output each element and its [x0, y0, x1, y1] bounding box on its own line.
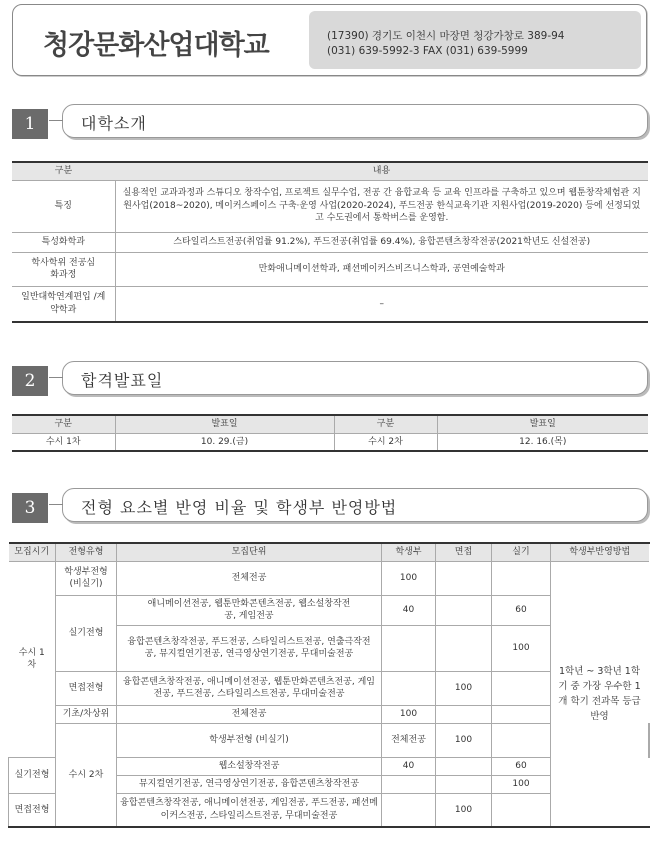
contact-box [309, 11, 641, 69]
section-number: 3 [12, 493, 48, 523]
interview-cell [436, 595, 492, 625]
practical-cell [492, 561, 551, 595]
table-row [12, 232, 648, 252]
column-header: 전형유형 [56, 543, 117, 561]
type-cell: 실기전형 [9, 757, 56, 793]
column-header: 면접 [436, 543, 492, 561]
section-title: 전형 요소별 반영 비율 및 학생부 반영방법 [81, 498, 398, 517]
cell: 12. 16.(목) [437, 433, 648, 451]
row-content: 스타일리스트전공(취업률 91.2%), 푸드전공(취업률 69.4%), 융합콘텐츠창작전공(2021학년도 신설전공) [115, 232, 648, 252]
section-title-bar [62, 488, 648, 522]
method-cell: 1학년 ~ 3학년 1학기 중 가장 우수한 1개 학기 전과목 등급 반영 [551, 561, 649, 827]
row-label: 일반대학연계편입 /계약학과 [12, 286, 115, 322]
unit-cell: 전체전공 [117, 561, 382, 595]
column-header: 학생부반영방법 [551, 543, 649, 561]
interview-cell: 100 [436, 671, 492, 705]
period-cell: 수시 1차 [9, 561, 56, 757]
record-cell: 100 [382, 561, 436, 595]
column-header: 실기 [492, 543, 551, 561]
record-cell: 40 [382, 595, 436, 625]
period-cell: 수시 2차 [56, 723, 117, 827]
table-row [12, 286, 648, 322]
type-cell: 실기전형 [56, 595, 117, 671]
column-header: 학생부 [382, 543, 436, 561]
section-number: 1 [12, 109, 48, 139]
cell: 수시 1차 [12, 433, 115, 451]
row-content: 만화애니메이션학과, 패션메이커스비즈니스학과, 공연예술학과 [115, 252, 648, 286]
university-name: 청강문화산업대학교 [43, 30, 269, 61]
section-heading [12, 104, 648, 140]
section-number: 2 [12, 366, 48, 396]
record-cell [382, 671, 436, 705]
section-heading [12, 361, 648, 397]
interview-cell [436, 625, 492, 671]
unit-cell: 융합콘텐츠창작전공, 푸드전공, 스타일리스트전공, 연출극작전공, 뮤지컬연기전공, 연극영상연기전공, 무대미술전공 [117, 625, 382, 671]
practical-cell [649, 723, 650, 757]
row-label: 특성화학과 [12, 232, 115, 252]
column-header: 발표일 [115, 415, 334, 433]
section-title-bar [62, 361, 648, 395]
interview-cell: 100 [436, 793, 492, 827]
interview-cell [436, 705, 492, 723]
university-header [12, 4, 647, 76]
type-cell: 학생부전형 (비실기) [56, 561, 117, 595]
type-cell: 학생부전형 (비실기) [117, 723, 382, 757]
unit-cell: 전체전공 [382, 723, 436, 757]
record-cell [382, 775, 436, 793]
phone-text: (031) 639-5992-3 FAX (031) 639-5999 [327, 45, 528, 57]
row-label: 특징 [12, 180, 115, 232]
interview-cell [436, 757, 492, 775]
practical-cell: 60 [492, 757, 551, 775]
record-cell: 40 [382, 757, 436, 775]
unit-cell: 웹소설창작전공 [117, 757, 382, 775]
record-cell [382, 625, 436, 671]
section-title-bar [62, 104, 648, 138]
table-row [12, 433, 648, 451]
cell: 10. 29.(금) [115, 433, 334, 451]
column-header: 구분 [334, 415, 437, 433]
practical-cell [492, 705, 551, 723]
column-header: 모집단위 [117, 543, 382, 561]
table-row [12, 252, 648, 286]
record-cell [382, 793, 436, 827]
type-cell: 기초/차상위 [56, 705, 117, 723]
table-row [12, 180, 648, 232]
row-content: – [115, 286, 648, 322]
ratio-table [8, 542, 650, 828]
practical-cell: 60 [492, 595, 551, 625]
column-header: 발표일 [437, 415, 648, 433]
intro-table [12, 161, 648, 323]
unit-cell: 애니메이션전공, 웹툰만화콘텐츠전공, 웹소설창작전공, 게임전공 [117, 595, 382, 625]
interview-cell [436, 561, 492, 595]
unit-cell: 전체전공 [117, 705, 382, 723]
section-title: 합격발표일 [81, 371, 164, 390]
record-cell: 100 [382, 705, 436, 723]
column-header: 구분 [12, 162, 115, 180]
record-cell: 100 [436, 723, 492, 757]
table-row [9, 561, 650, 595]
interview-cell [492, 723, 551, 757]
practical-cell [492, 671, 551, 705]
announce-table [12, 414, 648, 452]
section-heading [12, 488, 648, 524]
unit-cell: 융합콘텐츠창작전공, 애니메이션전공, 웹툰만화콘텐츠전공, 게임전공, 푸드전공, 스타일리스트전공, 무대미술전공 [117, 671, 382, 705]
practical-cell: 100 [492, 625, 551, 671]
column-header: 내용 [115, 162, 648, 180]
unit-cell: 융합콘텐츠창작전공, 애니메이션전공, 게임전공, 푸드전공, 패션메이커스전공, 스타일리스트전공, 무대미술전공 [117, 793, 382, 827]
row-content: 실용적인 교과과정과 스튜디오 창작수업, 프로젝트 실무수업, 전공 간 융합교육 등 교육 인프라를 구축하고 있으며 웹툰창작체험관 지원사업(2018~2020), 메이커스페이스 구축·운영 사업(2020-2024), 푸드전공 한식교육기관 지원사업(2019-2020) 등에 선정되었고 수도권에서 통학버스를 운영함. [115, 180, 648, 232]
address-text: (17390) 경기도 이천시 마장면 청강가창로 389-94 [327, 30, 565, 42]
practical-cell: 100 [492, 775, 551, 793]
practical-cell [492, 793, 551, 827]
column-header: 구분 [12, 415, 115, 433]
row-label: 학사학위 전공심화과정 [12, 252, 115, 286]
column-header: 모집시기 [9, 543, 56, 561]
type-cell: 면접전형 [56, 671, 117, 705]
section-title: 대학소개 [81, 114, 147, 133]
interview-cell [436, 775, 492, 793]
type-cell: 면접전형 [9, 793, 56, 827]
unit-cell: 뮤지컬연기전공, 연극영상연기전공, 융합콘텐츠창작전공 [117, 775, 382, 793]
cell: 수시 2차 [334, 433, 437, 451]
